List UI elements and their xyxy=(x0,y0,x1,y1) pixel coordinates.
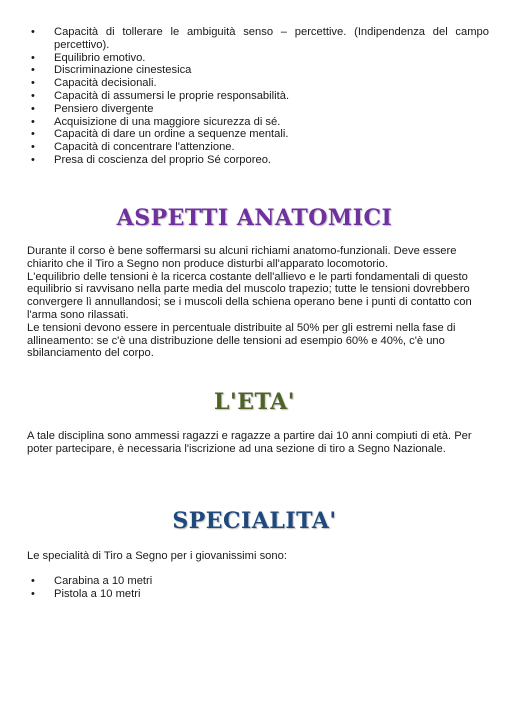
anatomici-paragraph xyxy=(27,245,487,360)
bullet-icon: • xyxy=(31,51,35,64)
list-item-text: Capacità di assumersi le proprie responsabilità. xyxy=(54,89,290,102)
text-line: chiarito che il Tiro a Segno non produce disturbi all'apparato locomotorio. xyxy=(27,257,388,270)
list-item-text: Pistola a 10 metri xyxy=(54,587,141,600)
list-item-text: Capacità di tollerare le ambiguità senso – percettive. (Indipendenza del campo percettivo). xyxy=(54,26,489,51)
list-item xyxy=(27,588,327,601)
specialita-list xyxy=(27,575,327,601)
specialita-intro: Le specialità di Tiro a Segno per i giovanissimi sono: xyxy=(27,550,287,562)
text-line: allineamento: se c'è una distribuzione delle tensioni ad esempio 60% e 40%, c'è uno xyxy=(27,334,445,347)
text-line: poter partecipare, è necessaria l'iscrizione ad una sezione di tiro a Segno Nazionale. xyxy=(27,442,446,455)
bullet-icon: • xyxy=(31,102,35,115)
text-line: sbilanciamento del corpo. xyxy=(27,347,154,360)
list-item xyxy=(27,154,489,167)
list-item-text: Capacità di concentrare l'attenzione. xyxy=(54,141,235,154)
list-item xyxy=(27,52,489,65)
bullet-icon: • xyxy=(31,128,35,141)
list-item-text: Carabina a 10 metri xyxy=(54,575,153,587)
text-line: L'equilibrio delle tensioni è la ricerca costante dell'allievo e le parti fondamentali di questo xyxy=(27,270,468,283)
list-item-text: Capacità di dare un ordine a sequenze mentali. xyxy=(54,128,289,141)
section-heading-aspetti-anatomici: ASPETTI ANATOMICI xyxy=(116,205,393,231)
list-item-text: Capacità decisionali. xyxy=(54,77,157,90)
section-heading-eta: L'ETA' xyxy=(214,389,295,415)
list-item xyxy=(27,116,489,129)
bullet-icon: • xyxy=(31,89,35,102)
list-item-text: Presa di coscienza del proprio Sé corporeo. xyxy=(54,153,272,166)
bullet-icon: • xyxy=(31,587,35,600)
text-line: convergere lì annullandosi; se i muscoli della schiena operano bene i punti di contatto con xyxy=(27,296,472,309)
bullet-icon: • xyxy=(31,64,35,77)
bullet-icon: • xyxy=(31,26,35,38)
list-item xyxy=(27,64,489,77)
list-item-text: Equilibrio emotivo. xyxy=(54,51,146,64)
list-item xyxy=(27,141,489,154)
bullet-icon: • xyxy=(31,115,35,128)
list-item-text: Discriminazione cinestesica xyxy=(54,64,192,77)
section-heading-specialita: SPECIALITA' xyxy=(172,508,337,534)
bullet-icon: • xyxy=(31,77,35,90)
bullet-icon: • xyxy=(31,575,35,587)
text-line: equilibrio si ravvisano nella parte media del muscolo trapezio; tutte le tensioni dovrebbero xyxy=(27,283,470,296)
benefits-list xyxy=(27,26,489,167)
list-item xyxy=(27,103,489,116)
list-item xyxy=(27,575,327,588)
list-item xyxy=(27,26,489,52)
eta-paragraph xyxy=(27,430,487,456)
text-line: l'arma sono rilassati. xyxy=(27,308,129,321)
bullet-icon: • xyxy=(31,141,35,154)
list-item-text: Pensiero divergente xyxy=(54,102,154,115)
text-line: Le tensioni devono essere in percentuale distribuite al 50% per gli estremi nella fase di xyxy=(27,321,456,334)
text-line: Durante il corso è bene soffermarsi su alcuni richiami anatomo-funzionali. Deve essere xyxy=(27,245,457,257)
list-item xyxy=(27,77,489,90)
bullet-icon: • xyxy=(31,153,35,166)
list-item xyxy=(27,128,489,141)
list-item xyxy=(27,90,489,103)
list-item-text: Acquisizione di una maggiore sicurezza di sé. xyxy=(54,115,281,128)
text-line: A tale disciplina sono ammessi ragazzi e ragazze a partire dai 10 anni compiuti di età. Per xyxy=(27,430,472,442)
